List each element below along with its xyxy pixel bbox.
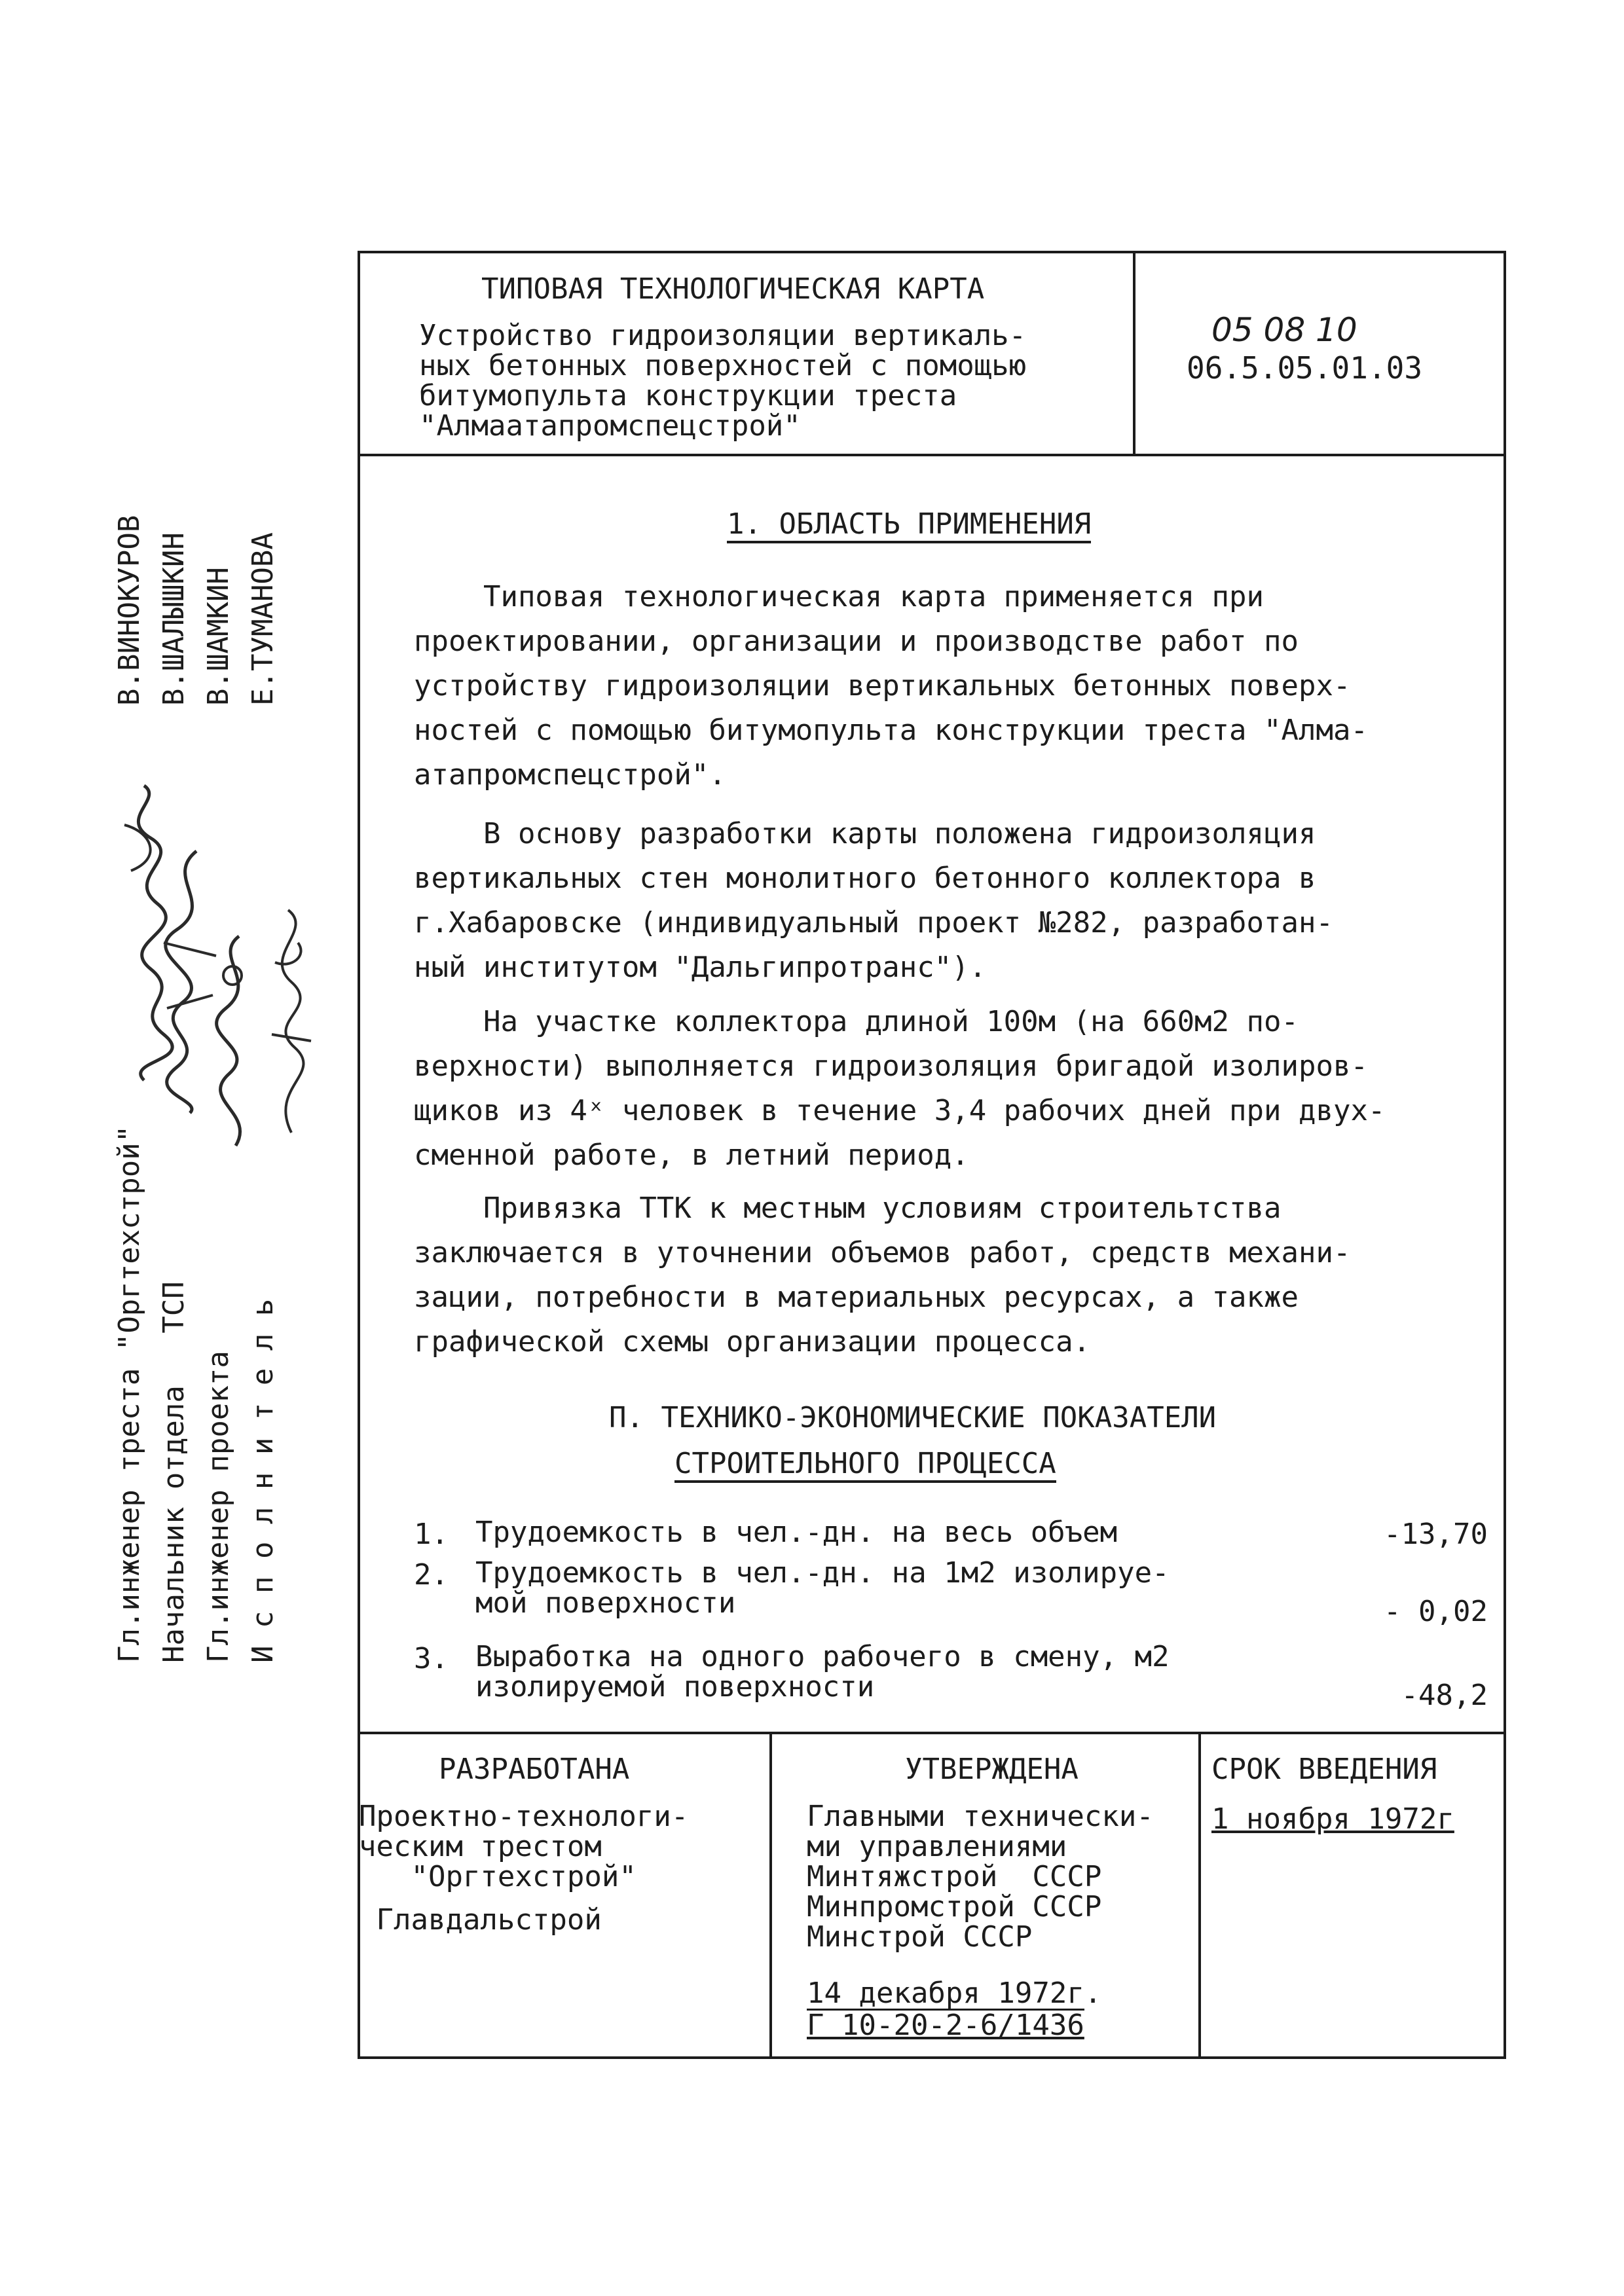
approved-heading: УТВЕРЖДЕНА xyxy=(905,1753,1079,1786)
text-line: вертикальных стен монолитного бетонного коллектора в xyxy=(414,862,1316,895)
description-line: "Алмаатапромспецстрой" xyxy=(419,409,801,443)
text-line: атапромспецстрой". xyxy=(414,758,726,792)
description-line: битумопульта конструкции треста xyxy=(419,379,957,412)
text-line: верхности) выполняется гидроизоляция бригадой изолиров- xyxy=(414,1049,1368,1083)
developed-line: ческим трестом xyxy=(359,1830,602,1863)
text-line: зации, потребности в материальных ресурсах, а также xyxy=(414,1281,1299,1314)
role-department-head: Начальник отдела ТСП xyxy=(157,1281,191,1663)
approved-line: Минпромстрой СССР xyxy=(807,1890,1102,1923)
text-line: проектировании, организации и производстве работ по xyxy=(414,625,1299,658)
approved-line: Минтяжстрой СССР xyxy=(807,1860,1102,1893)
indicator-text: Трудоемкость в чел.-дн. на весь объем xyxy=(475,1516,1118,1549)
section1-paragraph-1 xyxy=(414,575,1501,797)
indicator-number: 1. xyxy=(414,1518,449,1551)
approved-reference: Г 10-20-2-6/1436 xyxy=(807,2009,1084,2042)
role-chief-engineer: Гл.инженер треста "Оргтехстрой" xyxy=(113,1125,146,1663)
indicator-text-line: Выработка на одного рабочего в смену, м2 xyxy=(475,1640,1170,1673)
text-line: Типовая технологическая карта применяется при xyxy=(414,580,1264,613)
text-line: ный институтом "Дальгипротранс"). xyxy=(414,951,987,984)
section2-title: П. ТЕХНИКО-ЭКОНОМИЧЕСКИЕ ПОКАЗАТЕЛИ xyxy=(609,1401,1217,1434)
section1-paragraph-4 xyxy=(414,1186,1501,1364)
footer-developed xyxy=(359,1753,689,1937)
text-line: г.Хабаровске (индивидуальный проект №282, разработан- xyxy=(414,906,1333,939)
indicator-text xyxy=(475,1558,1170,1618)
card-code: 06.5.05.01.03 xyxy=(1187,350,1423,386)
text-line: графической схемы организации процесса. xyxy=(414,1325,1091,1358)
footer-col-divider-2 xyxy=(1198,1732,1201,2059)
description-line: Устройство гидроизоляции вертикаль- xyxy=(419,319,1027,352)
text-line: сменной работе, в летний период. xyxy=(414,1139,969,1172)
card-description xyxy=(419,321,1026,441)
section1-paragraph-2 xyxy=(414,812,1501,990)
section2-subtitle: СТРОИТЕЛЬНОГО ПРОЦЕССА xyxy=(674,1447,1056,1483)
signature-4 xyxy=(252,903,324,1139)
footer-divider xyxy=(358,1732,1506,1734)
text-line: На участке коллектора длиной 100м (на 660м2 по- xyxy=(414,1005,1299,1038)
indicator-number: 2. xyxy=(414,1558,449,1592)
role-project-engineer: Гл.инженер проекта xyxy=(202,1351,235,1663)
text-line: Привязка ТТК к местным условиям строительтства xyxy=(414,1192,1282,1225)
indicator-text-line: изолируемой поверхности xyxy=(475,1670,875,1704)
developed-line: "Оргтехстрой" xyxy=(359,1860,637,1893)
approved-line: ми управлениями xyxy=(807,1830,1067,1863)
card-title: ТИПОВАЯ ТЕХНОЛОГИЧЕСКАЯ КАРТА xyxy=(481,272,985,306)
indicator-value: -13,70 xyxy=(1384,1518,1488,1551)
name-vinokurov: В.ВИНОКУРОВ xyxy=(113,515,146,706)
header-divider xyxy=(358,454,1506,456)
text-line: В основу разработки карты положена гидроизоляция xyxy=(414,817,1316,850)
section1-paragraph-3 xyxy=(414,1000,1501,1178)
section1-title: 1. ОБЛАСТЬ ПРИМЕНЕНИЯ xyxy=(727,507,1091,543)
indicator-text-line: мой поверхности xyxy=(475,1586,736,1620)
role-executor: И с п о л н и т е л ь xyxy=(246,1298,280,1663)
text-line: щиков из 4ˣ человек в течение 3,4 рабочих дней при двух- xyxy=(414,1094,1386,1127)
text-line: устройству гидроизоляции вертикальных бетонных поверх- xyxy=(414,669,1351,702)
footer-approved xyxy=(807,1755,1154,2041)
name-shalyshkin: В.ШАЛЫШКИН xyxy=(157,532,191,706)
developed-line: Главдальстрой xyxy=(359,1903,602,1937)
indicator-value: - 0,02 xyxy=(1384,1595,1488,1628)
footer-effective xyxy=(1211,1755,1454,1834)
name-tumanova: Е.ТУМАНОВА xyxy=(246,532,280,706)
approved-date: 14 декабря 1972г. xyxy=(807,1977,1102,2010)
name-shamkin: В.ШАМКИН xyxy=(202,567,235,706)
handwritten-code: 05 08 10 xyxy=(1211,311,1357,349)
approved-line: Минстрой СССР xyxy=(807,1920,1033,1954)
description-line: ных бетонных поверхностей с помощью xyxy=(419,349,1027,382)
approved-line: Главными технически- xyxy=(807,1800,1154,1833)
developed-heading: РАЗРАБОТАНА xyxy=(439,1753,630,1786)
indicator-text-line: Трудоемкость в чел.-дн. на 1м2 изолируе- xyxy=(475,1556,1170,1590)
footer-col-divider-1 xyxy=(769,1732,772,2059)
indicator-value: -48,2 xyxy=(1401,1679,1488,1712)
text-line: заключается в уточнении объемов работ, средств механи- xyxy=(414,1236,1351,1269)
text-line: ностей с помощью битумопульта конструкции треста "Алма- xyxy=(414,714,1368,747)
effective-heading: СРОК ВВЕДЕНИЯ xyxy=(1211,1753,1437,1786)
indicator-text xyxy=(475,1642,1170,1702)
indicator-number: 3. xyxy=(414,1642,449,1675)
effective-date: 1 ноября 1972г xyxy=(1211,1802,1454,1836)
developed-line: Проектно-технологи- xyxy=(359,1800,689,1833)
header-code-divider xyxy=(1133,251,1135,455)
